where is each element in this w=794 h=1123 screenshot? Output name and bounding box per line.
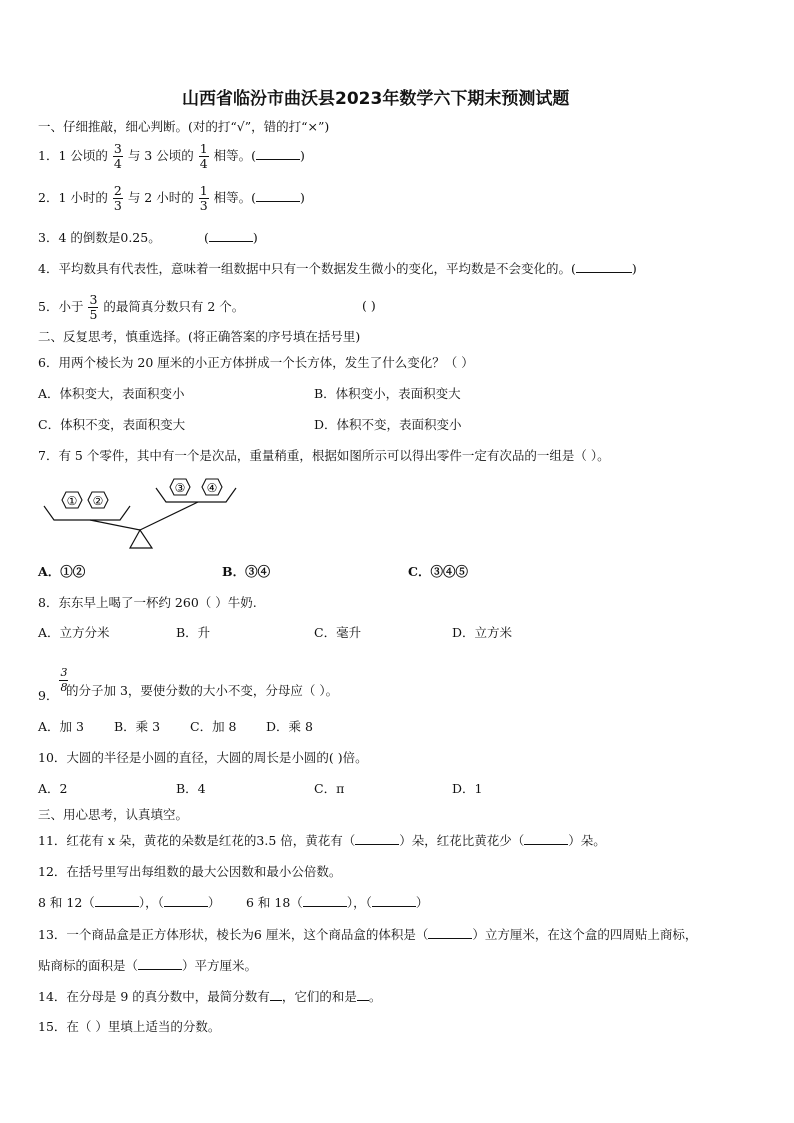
question-4 bbox=[38, 260, 637, 278]
answer-blank[interactable] bbox=[372, 894, 416, 907]
q2-text-d: ) bbox=[300, 190, 305, 205]
question-3-answer[interactable] bbox=[204, 229, 258, 247]
left-pan bbox=[44, 506, 130, 520]
q4-text: 4．平均数具有代表性，意味着一组数据中只有一个数据发生微小的变化，平均数是不会变化的。( bbox=[38, 261, 576, 276]
q13-text-c: 贴商标的面积是（ bbox=[38, 958, 139, 973]
q10-option-d[interactable]: D．1 bbox=[452, 781, 483, 796]
question-12-group-1 bbox=[38, 894, 220, 912]
balance-scale-figure bbox=[40, 472, 250, 552]
q12-g2-sep: ），（ bbox=[346, 895, 372, 910]
answer-blank[interactable] bbox=[138, 957, 182, 970]
question-13-cont bbox=[38, 957, 257, 975]
answer-blank[interactable] bbox=[524, 832, 568, 845]
q13-text-b: ）立方厘米，在这个盒的四周贴上商标， bbox=[472, 927, 698, 942]
q7-option-b[interactable]: B．③④ bbox=[222, 564, 271, 579]
q2-text-a: 2．1 小时的 bbox=[38, 190, 108, 205]
question-12-group-2 bbox=[246, 894, 428, 912]
right-weight-1-label: ③ bbox=[174, 481, 186, 495]
question-13 bbox=[38, 926, 697, 944]
q12-g2-end: ） bbox=[415, 895, 429, 910]
question-14 bbox=[38, 988, 381, 1006]
section1-heading: 一、仔细推敲，细心判断。(对的打“√”，错的打“×”) bbox=[38, 119, 330, 134]
section3-heading: 三、用心思考，认真填空。 bbox=[38, 807, 189, 822]
q1-text-c: 相等。( bbox=[213, 148, 257, 163]
question-5 bbox=[38, 293, 244, 322]
paren: ) bbox=[252, 230, 258, 245]
question-7: 7．有 5 个零件，其中有一个是次品，重量稍重，根据如图所示可以得出零件一定有次品的一组是（ ）。 bbox=[38, 448, 610, 463]
fraction: $\frac{2}{3}$ bbox=[113, 183, 122, 213]
q8-option-d[interactable]: D．立方米 bbox=[452, 625, 513, 640]
q9-option-d[interactable]: D．乘 8 bbox=[266, 719, 313, 734]
q8-option-b[interactable]: B．升 bbox=[176, 625, 211, 640]
right-weight-2-label: ④ bbox=[206, 481, 218, 495]
question-6: 6．用两个棱长为 20 厘米的小正方体拼成一个长方体，发生了什么变化？（ ） bbox=[38, 355, 474, 370]
q1-text-b: 与 3 公顷的 bbox=[127, 148, 194, 163]
left-weight-2-label: ② bbox=[92, 494, 104, 508]
paren: ( bbox=[204, 230, 209, 245]
answer-blank[interactable] bbox=[95, 894, 139, 907]
q11-text-b: ）朵，红花比黄花少（ bbox=[399, 833, 525, 848]
q9-option-a[interactable]: A．加 3 bbox=[38, 719, 84, 734]
q12-g1-sep: ），（ bbox=[138, 895, 164, 910]
q1-text-a: 1．1 公顷的 bbox=[38, 148, 108, 163]
answer-blank[interactable] bbox=[357, 988, 369, 1001]
q10-option-b[interactable]: B．4 bbox=[176, 781, 206, 796]
left-weight-1-label: ① bbox=[66, 494, 78, 508]
answer-blank[interactable] bbox=[256, 147, 300, 160]
q6-option-a[interactable]: A．体积变大，表面积变小 bbox=[38, 386, 185, 401]
q5-text-a: 5．小于 bbox=[38, 299, 84, 314]
q11-text-a: 11．红花有 x 朵，黄花的朵数是红花的3.5 倍，黄花有（ bbox=[38, 833, 356, 848]
q13-text-d: ）平方厘米。 bbox=[182, 958, 258, 973]
q6-option-c[interactable]: C．体积不变，表面积变大 bbox=[38, 417, 186, 432]
q2-text-b: 与 2 小时的 bbox=[127, 190, 194, 205]
question-9 bbox=[38, 666, 69, 703]
question-9-text: 的分子加 3，要使分数的大小不变，分母应（ ）。 bbox=[66, 683, 339, 698]
fraction: $\frac{1}{4}$ bbox=[199, 141, 208, 171]
beam bbox=[140, 502, 198, 530]
right-pan bbox=[156, 488, 236, 502]
q11-text-c: ）朵。 bbox=[568, 833, 606, 848]
question-1 bbox=[38, 142, 305, 171]
question-10: 10．大圆的半径是小圆的直径，大圆的周长是小圆的( )倍。 bbox=[38, 750, 368, 765]
answer-blank[interactable] bbox=[576, 260, 632, 273]
q14-text-a: 14．在分母是 9 的真分数中，最简分数有 bbox=[38, 989, 270, 1004]
question-5-answer[interactable]: ( ) bbox=[362, 298, 376, 313]
q7-option-c[interactable]: C．③④⑤ bbox=[408, 564, 468, 579]
fraction: $\frac{3}{4}$ bbox=[113, 141, 122, 171]
q12-g1-end: ） bbox=[207, 895, 221, 910]
q6-option-b[interactable]: B．体积变小，表面积变大 bbox=[314, 386, 461, 401]
q1-text-d: ) bbox=[300, 148, 305, 163]
q4-end: ) bbox=[631, 261, 637, 276]
q9-option-c[interactable]: C．加 8 bbox=[190, 719, 237, 734]
page-title: 山西省临汾市曲沃县2023年数学六下期末预测试题 bbox=[182, 89, 570, 109]
answer-blank[interactable] bbox=[270, 988, 282, 1001]
fulcrum bbox=[130, 530, 152, 548]
question-2 bbox=[38, 184, 305, 213]
beam bbox=[90, 520, 140, 530]
q12-g1-label: 8 和 12（ bbox=[38, 895, 95, 910]
q2-text-c: 相等。( bbox=[213, 190, 257, 205]
fraction: $\frac{3}{5}$ bbox=[89, 292, 98, 322]
answer-blank[interactable] bbox=[164, 894, 208, 907]
answer-blank[interactable] bbox=[428, 926, 472, 939]
q6-option-d[interactable]: D．体积不变，表面积变小 bbox=[314, 417, 462, 432]
fraction: $\frac{3}{8}$ bbox=[60, 666, 68, 694]
q14-text-b: ，它们的和是 bbox=[281, 989, 357, 1004]
question-3 bbox=[38, 229, 161, 247]
question-11 bbox=[38, 832, 606, 850]
q13-text-a: 13．一个商品盒是正方体形状，棱长为6 厘米，这个商品盒的体积是（ bbox=[38, 927, 429, 942]
answer-blank[interactable] bbox=[256, 189, 300, 202]
q9-number: 9． bbox=[38, 688, 59, 703]
answer-blank[interactable] bbox=[209, 229, 253, 242]
section2-heading: 二、反复思考，慎重选择。(将正确答案的序号填在括号里) bbox=[38, 329, 361, 344]
answer-blank[interactable] bbox=[303, 894, 347, 907]
question-12: 12．在括号里写出每组数的最大公因数和最小公倍数。 bbox=[38, 864, 342, 879]
q10-option-c[interactable]: C．π bbox=[314, 781, 345, 796]
question-15: 15．在（ ）里填上适当的分数。 bbox=[38, 1019, 221, 1034]
q9-option-b[interactable]: B．乘 3 bbox=[114, 719, 161, 734]
q7-option-a[interactable]: A．①② bbox=[38, 564, 86, 579]
q8-option-c[interactable]: C．毫升 bbox=[314, 625, 362, 640]
q5-text-b: 的最简真分数只有 2 个。 bbox=[103, 299, 245, 314]
q14-text-c: 。 bbox=[368, 989, 382, 1004]
fraction: $\frac{1}{3}$ bbox=[199, 183, 208, 213]
question-8: 8．东东早上喝了一杯约 260（ ）牛奶. bbox=[38, 595, 257, 610]
q8-option-a[interactable]: A．立方分米 bbox=[38, 625, 110, 640]
q12-g2-label: 6 和 18（ bbox=[246, 895, 303, 910]
answer-blank[interactable] bbox=[355, 832, 399, 845]
q3-text: 3．4 的倒数是0.25。 bbox=[38, 230, 161, 245]
q10-option-a[interactable]: A．2 bbox=[38, 781, 68, 796]
